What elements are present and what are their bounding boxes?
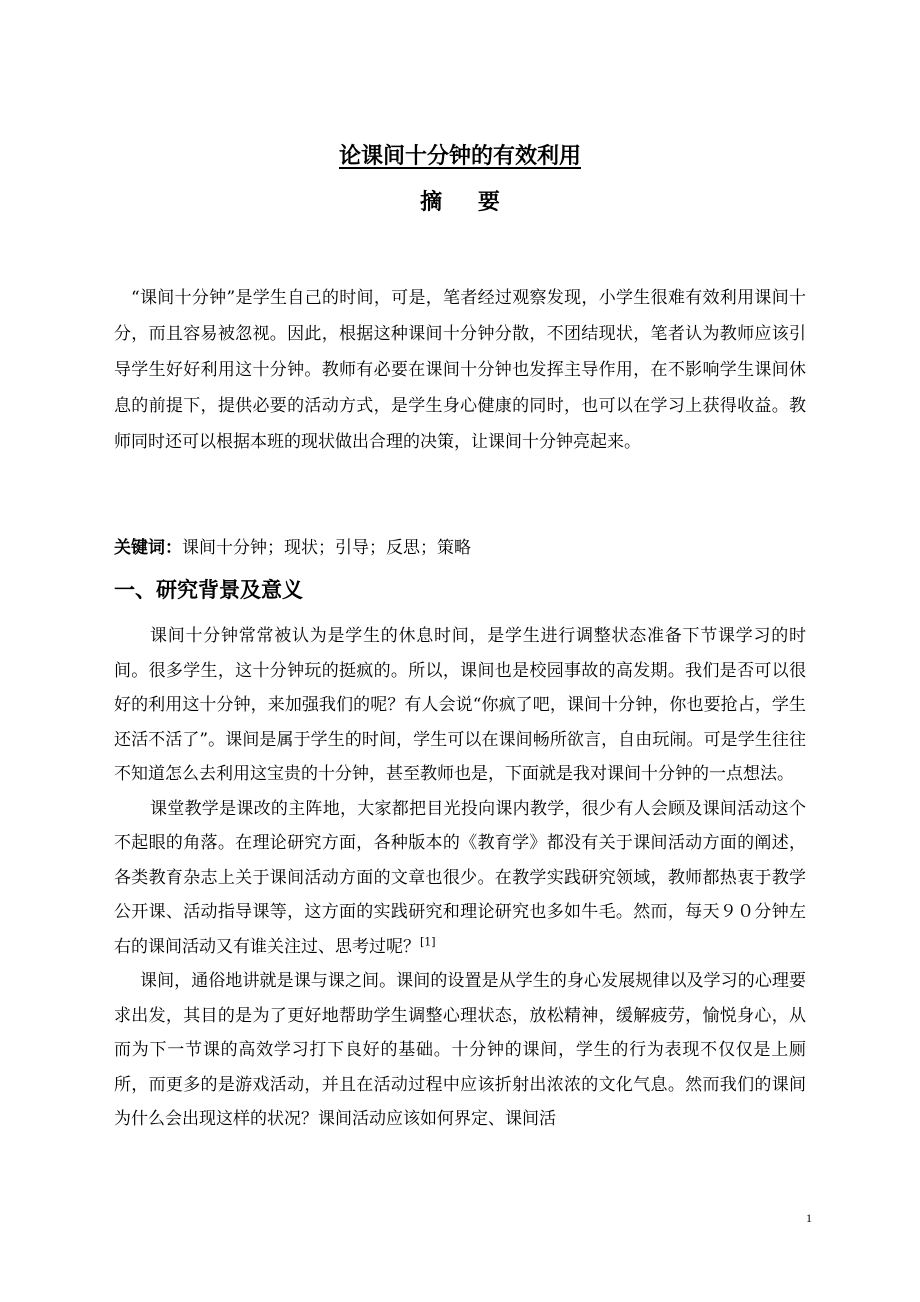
body-paragraph-1: 课间十分钟常常被认为是学生的休息时间，是学生进行调整状态准备下节课学习的时间。很多学生，这十分钟玩的挺疯的。所以，课间也是校园事故的高发期。我们是否可以很好的利用这十分钟，来加强我们的呢？有人会说“你疯了吧，课间十分钟，你也要抢占，学生还活不活了”。课间是属于学生的时间，学生可以在课间畅所欲言，自由玩闹。可是学生往往不知道怎么去利用这宝贵的十分钟，甚至教师也是，下面就是我对课间十分钟的一点想法。 xyxy=(114,626,806,784)
citation-marker: [1] xyxy=(420,934,436,948)
body-paragraph-2-text: 课堂教学是课改的主阵地，大家都把目光投向课内教学，很少有人会顾及课间活动这个不起眼的角落。在理论研究方面，各种版本的《教育学》都没有关于课间活动方面的阐述，各类教育杂志上关于课间活动方面的文章也很少。在教学实践研究领域，教师都热衷于教学公开课、活动指导课等，这方面的实践研究和理论研究也多如牛毛。然而，每天９０分钟左右的课间活动又有谁关注过、思考过呢？ xyxy=(114,798,806,957)
section-body xyxy=(114,619,806,1137)
abstract-heading: 摘 要 xyxy=(420,190,514,215)
body-paragraph-3: 课间，通俗地讲就是课与课之间。课间的设置是从学生的身心发展规律以及学习的心理要求出发，其目的是为了更好地帮助学生调整心理状态，放松精神，缓解疲劳，愉悦身心，从而为下一节课的高效学习打下良好的基础。十分钟的课间，学生的行为表现不仅仅是上厕所，而更多的是游戏活动，并且在活动过程中应该折射出浓浓的文化气息。然而我们的课间为什么会出现这样的状况？课间活动应该如何界定、课间活 xyxy=(114,971,806,1129)
keywords-line xyxy=(114,533,806,563)
page-number: 1 xyxy=(806,1211,812,1225)
document-title xyxy=(0,140,920,174)
keywords-text: 课间十分钟；现状；引导；反思；策略 xyxy=(182,538,471,558)
keywords-label: 关键词： xyxy=(114,538,182,558)
body-paragraph-2 xyxy=(114,792,806,965)
section-heading-background: 一、研究背景及意义 xyxy=(114,578,303,602)
document-title-text: 论课间十分钟的有效利用 xyxy=(338,144,581,169)
abstract-paragraph: “课间十分钟”是学生自己的时间，可是，笔者经过观察发现，小学生很难有效利用课间十分，而且容易被忽视。因此，根据这种课间十分钟分散，不团结现状，笔者认为教师应该引导学生好好利用这十分钟。教师有必要在课间十分钟也发挥主导作用，在不影响学生课间休息的前提下，提供必要的活动方式，是学生身心健康的同时，也可以在学习上获得收益。教师同时还可以根据本班的现状做出合理的决策，让课间十分钟亮起来。 xyxy=(114,288,806,452)
